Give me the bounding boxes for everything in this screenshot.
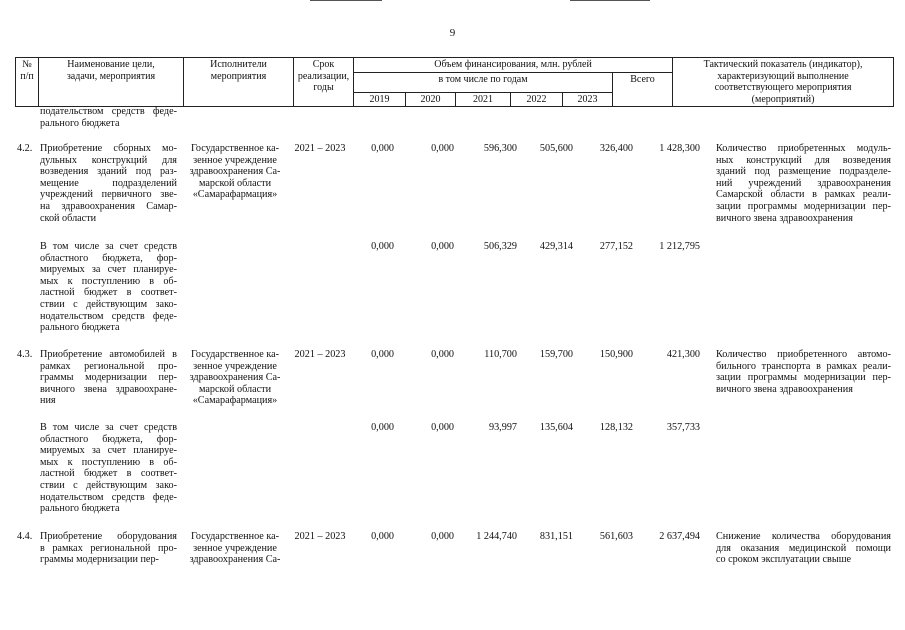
row-name xyxy=(40,241,177,334)
row-value-2019: 0,000 xyxy=(371,531,394,542)
header-by-years: в том числе по годам xyxy=(354,72,613,92)
text-line: ластной бюджет в соответ- xyxy=(40,468,177,480)
text-line: Приобретение оборудования xyxy=(40,531,177,542)
text-line: (мероприятий) xyxy=(751,93,815,105)
text-line: областного бюджета, фор- xyxy=(40,252,177,264)
text-line: ствии с действующим зако- xyxy=(40,479,177,491)
row-value-2021: 596,300 xyxy=(483,143,517,154)
row-total: 1 212,795 xyxy=(659,241,700,252)
row-executor xyxy=(185,531,285,566)
row-number: 4.4. xyxy=(17,531,33,542)
text-line: марской области xyxy=(198,383,272,395)
text-line: марской области xyxy=(198,177,272,189)
row-value-2020: 0,000 xyxy=(431,531,454,542)
row-value-2023: 326,400 xyxy=(599,143,633,154)
text-line: Срок xyxy=(312,59,335,70)
header-year-2023: 2023 xyxy=(563,92,613,107)
text-line: Самарской области в рамках реали- xyxy=(716,189,891,201)
text-line: бильного транспорта в рамках реали- xyxy=(716,360,891,372)
text-line: для оказания медицинской помощи xyxy=(716,542,891,554)
text-line: В том числе за счет средств xyxy=(40,241,177,252)
text-line: годы xyxy=(313,82,334,93)
text-line: в рамках региональной про- xyxy=(40,542,177,554)
text-line: Приобретение автомобилей в xyxy=(40,349,177,360)
text-line: зации программы модернизации пер- xyxy=(716,372,891,384)
text-line: мируемых за счет планируе- xyxy=(40,264,177,276)
text-line: ных конструкций для возведения xyxy=(716,154,891,166)
text-line: Государственное ка- xyxy=(190,531,280,542)
row-number: 4.2. xyxy=(17,143,33,154)
header-total: Всего xyxy=(613,72,673,107)
text-line: «Самарафармация» xyxy=(192,395,278,407)
text-line: дульных конструкций для xyxy=(40,154,177,166)
text-line: Государственное ка- xyxy=(190,143,280,154)
text-line: Количество приобретенного автомо- xyxy=(716,349,891,360)
text-line: Исполнители xyxy=(210,59,267,70)
text-line: нодательством средств феде- xyxy=(40,310,177,322)
row-value-2022: 159,700 xyxy=(539,349,573,360)
header-executors xyxy=(184,58,294,107)
text-line: вичного звена здравоохранения xyxy=(716,383,853,395)
carry-over-text xyxy=(40,106,177,129)
row-total: 2 637,494 xyxy=(659,531,700,542)
row-total: 1 428,300 xyxy=(659,143,700,154)
row-indicator xyxy=(716,531,891,566)
text-line: зданий под размещение подразделе- xyxy=(716,166,891,178)
row-name xyxy=(40,143,177,224)
row-value-2022: 831,151 xyxy=(539,531,573,542)
text-line: Наименование цели, xyxy=(67,59,155,70)
row-executor xyxy=(185,349,285,407)
row-total: 357,733 xyxy=(666,422,700,433)
text-line: зенное учреждение xyxy=(193,542,277,554)
text-line: п/п xyxy=(20,70,34,82)
text-line: Количество приобретенных модуль- xyxy=(716,143,891,154)
row-value-2020: 0,000 xyxy=(431,143,454,154)
text-line: ластной бюджет в соответ- xyxy=(40,287,177,299)
row-indicator xyxy=(716,349,891,395)
text-line: ской области xyxy=(40,212,97,224)
text-line: учреждений первичного зве- xyxy=(40,189,177,201)
row-value-2023: 150,900 xyxy=(599,349,633,360)
header-year-2022: 2022 xyxy=(511,92,563,107)
text-line: подательством средств феде- xyxy=(40,106,177,117)
row-total: 421,300 xyxy=(666,349,700,360)
row-value-2021: 93,997 xyxy=(488,422,517,433)
text-line: рального бюджета xyxy=(40,503,120,515)
text-line: реализации, xyxy=(297,70,350,82)
text-line: № xyxy=(22,59,32,70)
header-number xyxy=(16,58,39,107)
row-value-2022: 505,600 xyxy=(539,143,573,154)
page-number: 9 xyxy=(449,27,456,39)
text-line: зенное учреждение xyxy=(193,154,277,166)
text-line: рамках региональной про- xyxy=(40,360,177,372)
text-line: нодательством средств феде- xyxy=(40,491,177,503)
text-line: здравоохранения Са- xyxy=(189,372,281,384)
row-value-2023: 561,603 xyxy=(599,531,633,542)
text-line: зенное учреждение xyxy=(193,360,277,372)
row-value-2023: 128,132 xyxy=(599,422,633,433)
row-value-2019: 0,000 xyxy=(371,422,394,433)
row-name xyxy=(40,531,177,566)
row-value-2022: 135,604 xyxy=(539,422,573,433)
text-line: областного бюджета, фор- xyxy=(40,433,177,445)
row-value-2020: 0,000 xyxy=(431,349,454,360)
row-value-2021: 506,329 xyxy=(483,241,517,252)
text-line: ствии с действующим зако- xyxy=(40,298,177,310)
text-line: со сроком эксплуатации свыше xyxy=(716,554,852,566)
text-line: задачи, мероприятия xyxy=(66,70,156,82)
header-indicator xyxy=(673,58,894,107)
text-line: граммы модернизации пер- xyxy=(40,372,177,384)
text-line: вичного звена здравоохране- xyxy=(40,383,177,395)
row-name xyxy=(40,422,177,515)
header-name xyxy=(39,58,184,107)
text-line: мероприятия xyxy=(210,70,267,82)
header-finance: Объем финансирования, млн. рублей xyxy=(354,58,673,73)
row-value-2021: 1 244,740 xyxy=(476,531,517,542)
row-name xyxy=(40,349,177,407)
text-line: рального бюджета xyxy=(40,322,120,334)
text-line: характеризующий выполнение xyxy=(717,70,849,82)
text-line: рального бюджета xyxy=(40,117,120,129)
row-value-2022: 429,314 xyxy=(539,241,573,252)
row-value-2021: 110,700 xyxy=(484,349,517,360)
text-line: мещение подразделений xyxy=(40,177,177,189)
text-line: здравоохранения Са- xyxy=(189,554,281,566)
header-year-2021: 2021 xyxy=(456,92,511,107)
row-value-2020: 0,000 xyxy=(431,241,454,252)
row-value-2019: 0,000 xyxy=(371,349,394,360)
text-line: ний учреждений здравоохранения xyxy=(716,177,891,189)
text-line: ния xyxy=(40,395,56,407)
text-line: Приобретение сборных мо- xyxy=(40,143,177,154)
row-executor xyxy=(185,143,285,201)
text-line: Снижение количества оборудования xyxy=(716,531,891,542)
row-indicator xyxy=(716,143,891,224)
text-line: мируемых за счет планируе- xyxy=(40,445,177,457)
text-line: Государственное ка- xyxy=(190,349,280,360)
header-year-2020: 2020 xyxy=(406,92,456,107)
text-line: Тактический показатель (индикатор), xyxy=(703,59,863,70)
row-value-2019: 0,000 xyxy=(371,241,394,252)
text-line: на здравоохранения Самар- xyxy=(40,200,177,212)
top-rule-left xyxy=(310,0,382,1)
text-line: вичного звена здравоохранения xyxy=(716,212,853,224)
row-term: 2021 – 2023 xyxy=(294,531,346,542)
header-year-2019: 2019 xyxy=(354,92,406,107)
row-term: 2021 – 2023 xyxy=(294,349,346,360)
row-value-2023: 277,152 xyxy=(599,241,633,252)
header-term xyxy=(294,58,354,107)
text-line: соответствующего мероприятия xyxy=(714,82,852,93)
row-term: 2021 – 2023 xyxy=(294,143,346,154)
text-line: граммы модернизации пер- xyxy=(40,554,159,566)
text-line: «Самарафармация» xyxy=(192,189,278,201)
financing-table-header xyxy=(15,57,894,107)
text-line: возведения зданий под раз- xyxy=(40,166,177,178)
text-line: мых к поступлению в об- xyxy=(40,275,177,287)
top-rule-right xyxy=(570,0,650,1)
text-line: мых к поступлению в об- xyxy=(40,456,177,468)
row-number: 4.3. xyxy=(17,349,33,360)
text-line: здравоохранения Са- xyxy=(189,166,281,178)
row-value-2019: 0,000 xyxy=(371,143,394,154)
text-line: В том числе за счет средств xyxy=(40,422,177,433)
row-value-2020: 0,000 xyxy=(431,422,454,433)
text-line: зации программы модернизации пер- xyxy=(716,200,891,212)
